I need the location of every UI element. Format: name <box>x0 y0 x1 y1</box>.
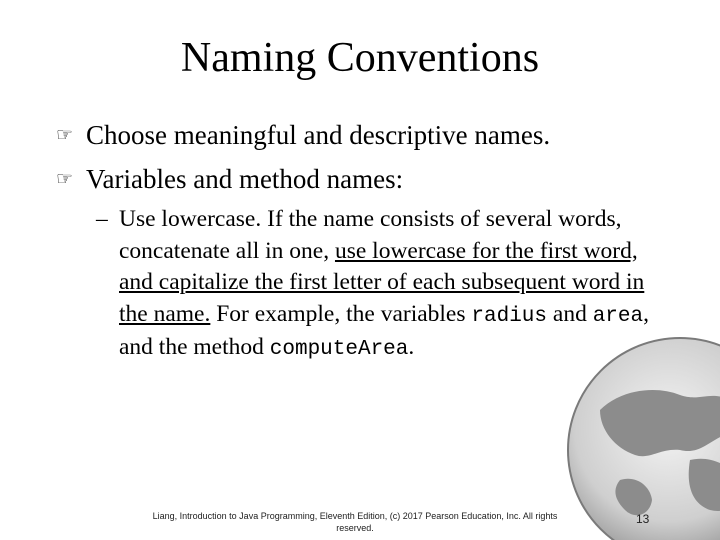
sub-text-part3: and <box>547 300 593 327</box>
sub-text-part1: Use lowercase. If the name consists of several words, concatenate all in one, <box>119 206 622 264</box>
sub-text-underlined: use lowercase for the first word, and capitalize the first letter of each subsequent word in the name. <box>119 237 645 327</box>
bullet-1 <box>56 118 550 153</box>
sub-text-part5: . <box>408 334 415 360</box>
code-radius: radius <box>471 304 548 328</box>
bullet-2-text: Variables and method names: <box>86 164 404 194</box>
code-computearea: computeArea <box>269 338 409 361</box>
sub-text-part4: , and the method <box>119 300 649 360</box>
pointing-hand-icon: ☞ <box>56 125 74 146</box>
bullet-1-text: Choose meaningful and descriptive names. <box>86 120 551 150</box>
slide-title: Naming Conventions <box>180 35 540 81</box>
sub-bullet-dash: – <box>96 206 108 232</box>
page-number: 13 <box>636 512 650 526</box>
sub-text-part2: For example, the variables <box>210 300 472 327</box>
sub-bullet <box>96 204 656 366</box>
footer-copyright: Liang, Introduction to Java Programming, Eleventh Edition, (c) 2017 Pearson Education, Inc. All rights reserved. <box>152 511 558 533</box>
sub-bullet-text <box>119 204 656 366</box>
bullet-2 <box>56 162 403 197</box>
pointing-hand-icon: ☞ <box>56 169 74 190</box>
code-area: area <box>592 304 644 328</box>
